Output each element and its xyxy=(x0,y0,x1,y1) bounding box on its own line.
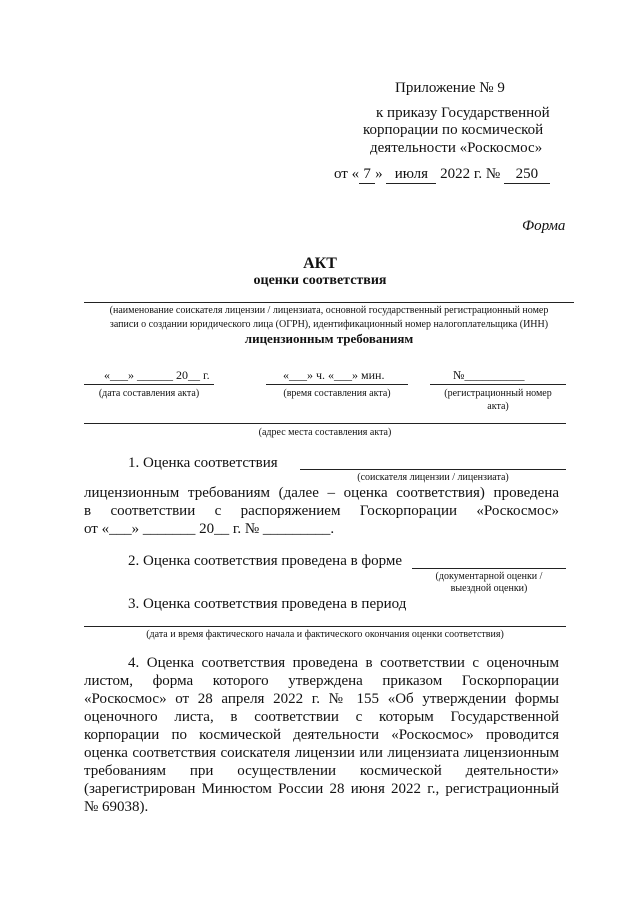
order-date-year: 2022 г. № xyxy=(440,166,501,182)
act-time-field: «___» ч. «___» мин. xyxy=(283,368,385,382)
form-label: Форма xyxy=(522,218,566,234)
appendix-number: Приложение № 9 xyxy=(395,80,505,96)
requirements-heading: лицензионным требованиям xyxy=(244,331,414,346)
section4-line-4: оценочного листа, в соответствии с которым Государственной xyxy=(84,709,559,725)
section4-line-2: листом, форма которого утверждена приказом Госкорпорации xyxy=(84,673,559,689)
section3-text: 3. Оценка соответствия проведена в период xyxy=(128,596,407,612)
section2-caption-1: (документарной оценки / xyxy=(435,571,543,582)
address-caption: (адрес места составления акта) xyxy=(258,427,392,438)
section2-caption-2: выездной оценки) xyxy=(450,583,528,594)
order-date-prefix: от « xyxy=(334,166,360,182)
section3-caption: (дата и время фактического начала и фактического окончания оценки соответствия) xyxy=(146,629,504,640)
act-date-field: «___» ______ 20__ г. xyxy=(104,368,210,382)
section1-text-3: от «___» _______ 20__ г. № _________. xyxy=(84,521,335,537)
section1-line xyxy=(300,469,566,470)
order-reference-line-2: корпорации по космической xyxy=(363,122,544,138)
applicant-caption-1: (наименование соискателя лицензии / лицензиата, основной государственный регистрационный номер xyxy=(109,305,549,316)
address-line xyxy=(84,423,566,424)
section4-line-5: корпорации по космической деятельности «Роскосмос» проводится xyxy=(84,727,559,743)
section1-lead: 1. Оценка соответствия xyxy=(128,455,278,471)
act-date-caption: (дата составления акта) xyxy=(98,388,200,399)
order-date-line xyxy=(334,166,550,184)
act-number-field: №__________ xyxy=(453,368,525,382)
applicant-line xyxy=(84,302,574,303)
section4-line-8: (зарегистрирован Минюстом России 28 июня 2022 г., регистрационный xyxy=(84,781,559,797)
act-time-line xyxy=(266,384,408,385)
act-date-line xyxy=(84,384,214,385)
document-subtitle: оценки соответствия xyxy=(253,273,387,288)
section3-line xyxy=(84,626,566,627)
order-reference-line-3: деятельности «Роскосмос» xyxy=(370,140,543,156)
order-reference-line-1: к приказу Государственной xyxy=(376,105,550,121)
act-time-caption: (время составления акта) xyxy=(283,388,391,399)
section4-line-7: требованиям при осуществлении космической деятельности» xyxy=(84,763,559,779)
order-date-day: 7 xyxy=(359,166,375,184)
act-number-line xyxy=(430,384,566,385)
document-title: АКТ xyxy=(303,255,337,272)
order-number: 250 xyxy=(504,166,550,184)
section2-text: 2. Оценка соответствия проведена в форме xyxy=(128,553,403,569)
section1-text-1: лицензионным требованиям (далее – оценка соответствия) проведена xyxy=(84,485,559,501)
section4-line-6: оценка соответствия соискателя лицензии или лицензиата лицензионным xyxy=(84,745,559,761)
act-number-caption-1: (регистрационный номер xyxy=(444,388,552,399)
section4-line-1: 4. Оценка соответствия проведена в соответствии с оценочным xyxy=(128,655,559,671)
section4-line-9: № 69038). xyxy=(84,799,149,815)
applicant-caption-2: записи о создании юридического лица (ОГРН), идентификационный номер налогоплательщика (ИНН) xyxy=(109,319,549,330)
section2-line xyxy=(412,568,566,569)
section4-line-3: «Роскосмос» от 28 апреля 2022 г. № 155 «Об утверждении формы xyxy=(84,691,559,707)
act-number-caption-2: акта) xyxy=(487,401,509,412)
order-date-mid: » xyxy=(375,166,383,182)
order-date-month: июля xyxy=(386,166,436,184)
section1-caption: (соискателя лицензии / лицензиата) xyxy=(357,472,509,483)
section1-text-2: в соответствии с распоряжением Госкорпорации «Роскосмос» xyxy=(84,503,559,519)
